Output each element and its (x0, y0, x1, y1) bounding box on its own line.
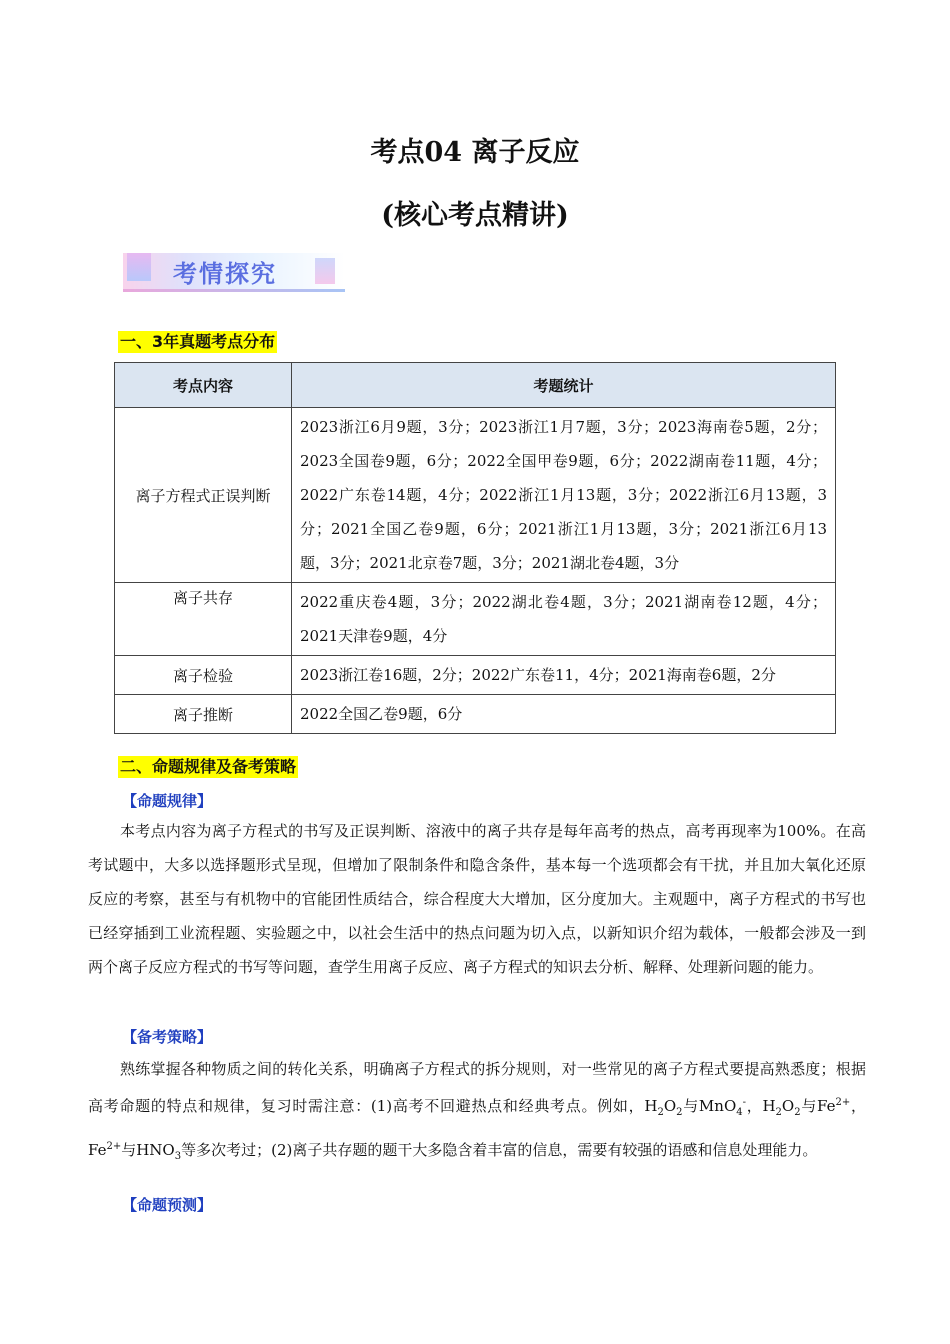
section-heading-1: 一、3年真题考点分布 (120, 332, 276, 351)
table-row (115, 583, 836, 656)
table-cell-stats: 2022全国乙卷9题，6分 (292, 695, 836, 734)
rule-heading: 【命题规律】 (122, 792, 213, 810)
page-subtitle: (核心考点精讲) (381, 200, 569, 231)
table-cell-stats: 2022重庆卷4题，3分；2022湖北卷4题，3分；2021湖南卷12题，4分；2021天津卷9题，4分 (292, 583, 836, 656)
table-row (115, 656, 836, 695)
strategy-paragraph: 熟练掌握各种物质之间的转化关系，明确离子方程式的拆分规则，对一些常见的离子方程式要提高熟悉度；根据高考命题的特点和规律，复习时需注意：(1)高考不回避热点和经典考点。例如，$H_2O_2$与MnO$_4$-，$H_2O_2$与$Fe^{2+}$，$Fe^{2+}$与$HNO_3$等多次考过；(2)离子共存题的题干大多隐含着丰富的信息，需要有较强的语感和信息处理能力。 (88, 1060, 866, 1162)
table-header-stats: 考题统计 (292, 363, 836, 408)
strategy-heading: 【备考策略】 (122, 1028, 213, 1046)
predict-heading: 【命题预测】 (122, 1196, 213, 1214)
table-cell-stats: 2023浙江6月9题，3分；2023浙江1月7题，3分；2023海南卷5题，2分；2023全国卷9题，6分；2022全国甲卷9题，6分；2022湖南卷11题，4分；2022广东卷14题，4分；2022浙江1月13题，3分；2022浙江6月13题，3分；2021全国乙卷9题，6分；2021浙江1月13题，3分；2021浙江6月13题，3分；2021北京卷7题，3分；2021湖北卷4题，3分 (292, 408, 836, 583)
table-cell-topic: 离子方程式正误判断 (115, 408, 292, 583)
table-row (115, 695, 836, 734)
section-banner (123, 250, 345, 294)
table-cell-topic: 离子共存 (115, 583, 292, 656)
banner-label: 考情探究 (173, 260, 277, 288)
table-cell-stats: 2023浙江卷16题，2分；2022广东卷11，4分；2021海南卷6题，2分 (292, 656, 836, 695)
table-row (115, 408, 836, 583)
table-cell-topic: 离子检验 (115, 656, 292, 695)
table-cell-topic: 离子推断 (115, 695, 292, 734)
table-header-topic: 考点内容 (115, 363, 292, 408)
section-heading-2: 二、命题规律及备考策略 (120, 757, 297, 776)
page-title: 考点04 离子反应 (370, 137, 580, 168)
rule-paragraph: 本考点内容为离子方程式的书写及正误判断、溶液中的离子共存是每年高考的热点，高考再现率为100%。在高考试题中，大多以选择题形式呈现，但增加了限制条件和隐含条件，基本每一个选项都会有干扰，并且加大氧化还原反应的考察，甚至与有机物中的官能团性质结合，综合程度大大增加，区分度加大。主观题中，离子方程式的书写也已经穿插到工业流程题、实验题之中，以社会生活中的热点问题为切入点，以新知识介绍为载体，一般都会涉及一到两个离子反应方程式的书写等问题，查学生用离子反应、离子方程式的知识去分析、解释、处理新问题的能力。 (88, 822, 866, 976)
exam-stat-table (114, 362, 836, 734)
table-header-row (115, 363, 836, 408)
